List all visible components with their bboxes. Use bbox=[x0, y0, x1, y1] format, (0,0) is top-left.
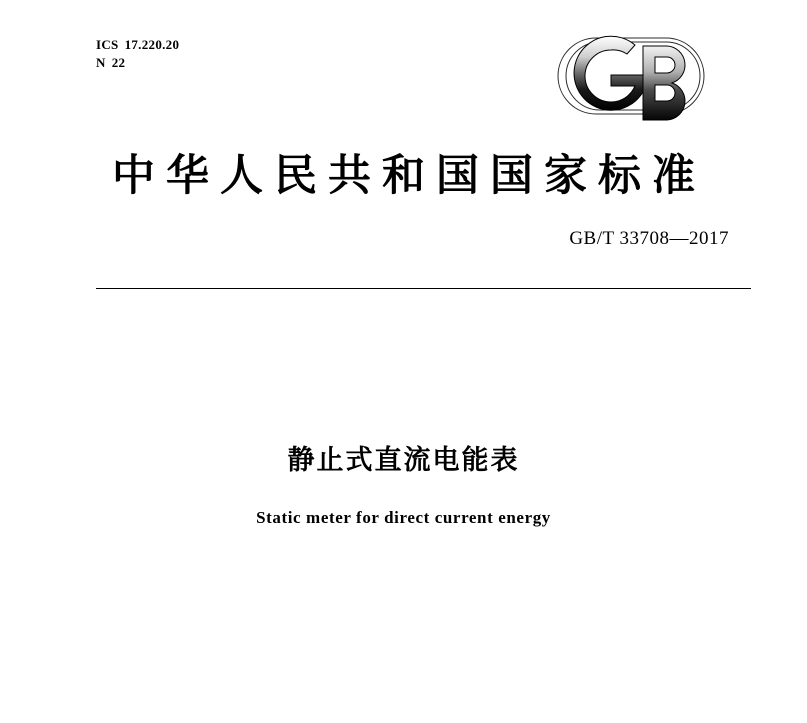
national-standard-title: 中华人民共和国国家标准 bbox=[112, 151, 706, 201]
document-title-chinese: 静止式直流电能表 bbox=[287, 445, 520, 476]
classification-line bbox=[96, 54, 179, 72]
cover-metadata bbox=[96, 36, 179, 71]
classification-label: N bbox=[96, 54, 106, 70]
ics-label: ICS bbox=[96, 37, 119, 52]
standard-number: GB/T 33708—2017 bbox=[569, 228, 729, 249]
gb-emblem-icon bbox=[551, 30, 711, 122]
classification-value: 22 bbox=[111, 54, 126, 70]
document-title-english: Static meter for direct current energy bbox=[256, 508, 551, 527]
ics-line bbox=[96, 36, 179, 54]
header-divider bbox=[96, 288, 751, 289]
ics-value: 17.220.20 bbox=[124, 37, 180, 52]
